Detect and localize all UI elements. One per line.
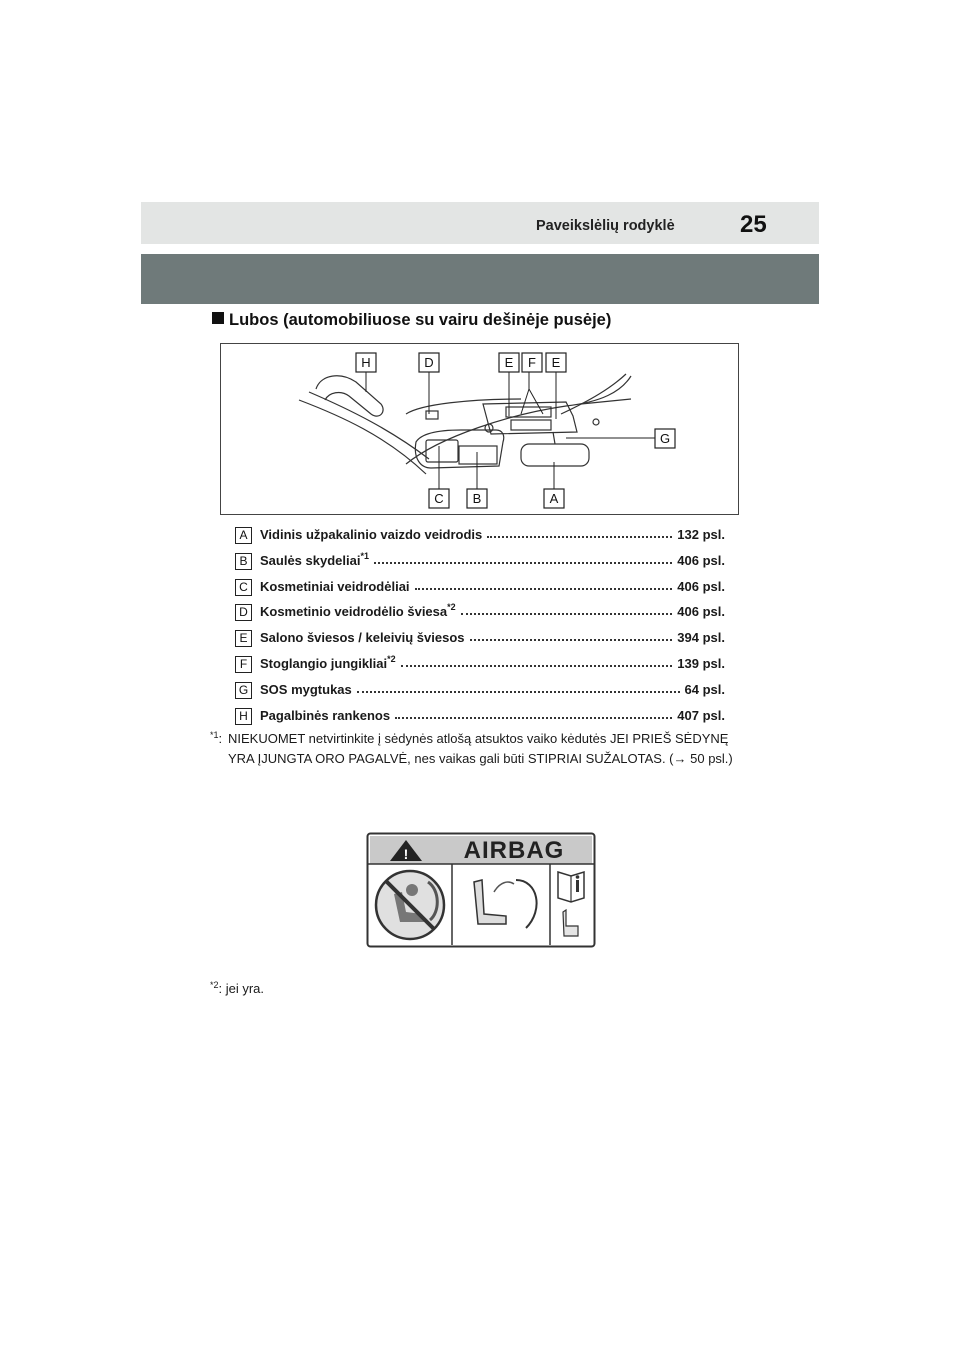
leader-dots (415, 579, 673, 590)
figure-label-d: D (424, 355, 434, 370)
ceiling-lines (299, 374, 631, 474)
leader-dots (357, 682, 680, 693)
figure-label-e2: E (551, 355, 561, 370)
square-bullet-icon (212, 312, 224, 324)
page-ref-link[interactable]: 406 psl. (677, 604, 725, 620)
item-key: B (235, 553, 252, 570)
footnote-2-text: : jei yra. (218, 981, 265, 996)
ceiling-illustration (220, 343, 739, 515)
page-ref-link[interactable]: 406 psl. (677, 578, 725, 594)
footnote-2 (210, 981, 264, 996)
item-key: E (235, 630, 252, 647)
list-item (235, 577, 725, 603)
list-item (235, 680, 725, 706)
list-item (235, 628, 725, 654)
svg-text:!: ! (403, 846, 409, 862)
item-list (235, 525, 725, 731)
page-ref-link[interactable]: 406 psl. (677, 552, 725, 568)
leader-dots (461, 604, 673, 615)
figure-label-e1: E (504, 355, 514, 370)
leader-dots (470, 630, 673, 641)
item-label: Stoglangio jungikliai$^{*2}$ (260, 653, 396, 671)
no-rear-facing-child-seat-icon (376, 871, 444, 939)
leader-dots (401, 656, 673, 667)
list-item (235, 602, 725, 628)
footnote-1-text: NIEKUOMET netvirtinkite į sėdynės atlošą atsuktos vaiko kėdutės JEI PRIEŠ SĖDYNĘ YRA ĮJUNGTA ORO PAGALVĖ, nes vaikas gali būti STIPRIAI SUŽALOTAS. (→ 50 psl.) (228, 731, 733, 766)
page-ref-link[interactable]: 139 psl. (677, 655, 725, 671)
figure-label-g: G (659, 431, 671, 446)
item-label: Pagalbinės rankenos (260, 707, 391, 723)
footnote-2-mark: *2 (210, 980, 219, 990)
item-key: C (235, 579, 252, 596)
footnote-1-mark: $^{*1}$: (210, 730, 223, 746)
figure-label-b: B (472, 491, 482, 506)
page-number: 25 (740, 211, 767, 238)
item-label: Kosmetiniai veidrodėliai (260, 578, 410, 594)
section-title (212, 311, 611, 330)
item-label: Saulės skydeliai$^{*1}$ (260, 550, 369, 568)
page-ref-link[interactable]: 64 psl. (684, 681, 725, 697)
figure-label-c: C (434, 491, 444, 506)
leader-dots (374, 553, 672, 564)
item-label: SOS mygtukas (260, 681, 352, 697)
list-item (235, 654, 725, 680)
item-key: H (235, 708, 252, 725)
list-item (235, 551, 725, 577)
item-key: D (235, 604, 252, 621)
list-item (235, 525, 725, 551)
page-ref-link[interactable]: 407 psl. (677, 707, 725, 723)
section-title-text: Lubos (automobiliuose su vairu dešinėje pusėje) (229, 311, 612, 329)
leader-dots (487, 527, 672, 538)
ceiling-drawing (221, 344, 740, 516)
section-band (141, 254, 819, 304)
leader-dots (395, 708, 672, 719)
figure-label-a: A (549, 491, 559, 506)
item-label: Salono šviesos / keleivių šviesos (260, 630, 465, 646)
list-item (235, 706, 725, 732)
airbag-label-drawing (366, 832, 596, 948)
figure-label-f: F (528, 355, 536, 370)
item-key: F (235, 656, 252, 673)
item-key: G (235, 682, 252, 699)
page-ref-link[interactable]: 394 psl. (677, 630, 725, 646)
item-key: A (235, 527, 252, 544)
item-label: Vidinis užpakalinio vaizdo veidrodis (260, 527, 483, 542)
header-title: Paveikslėlių rodyklė (536, 218, 675, 234)
header-band (141, 202, 819, 244)
item-label: Kosmetinio veidrodėlio šviesa$^{*2}$ (260, 602, 456, 620)
airbag-warning-label (366, 832, 596, 953)
figure-label-h: H (361, 355, 371, 370)
airbag-label-text: AIRBAG (463, 837, 565, 864)
page-ref-link[interactable]: 132 psl. (677, 527, 725, 542)
